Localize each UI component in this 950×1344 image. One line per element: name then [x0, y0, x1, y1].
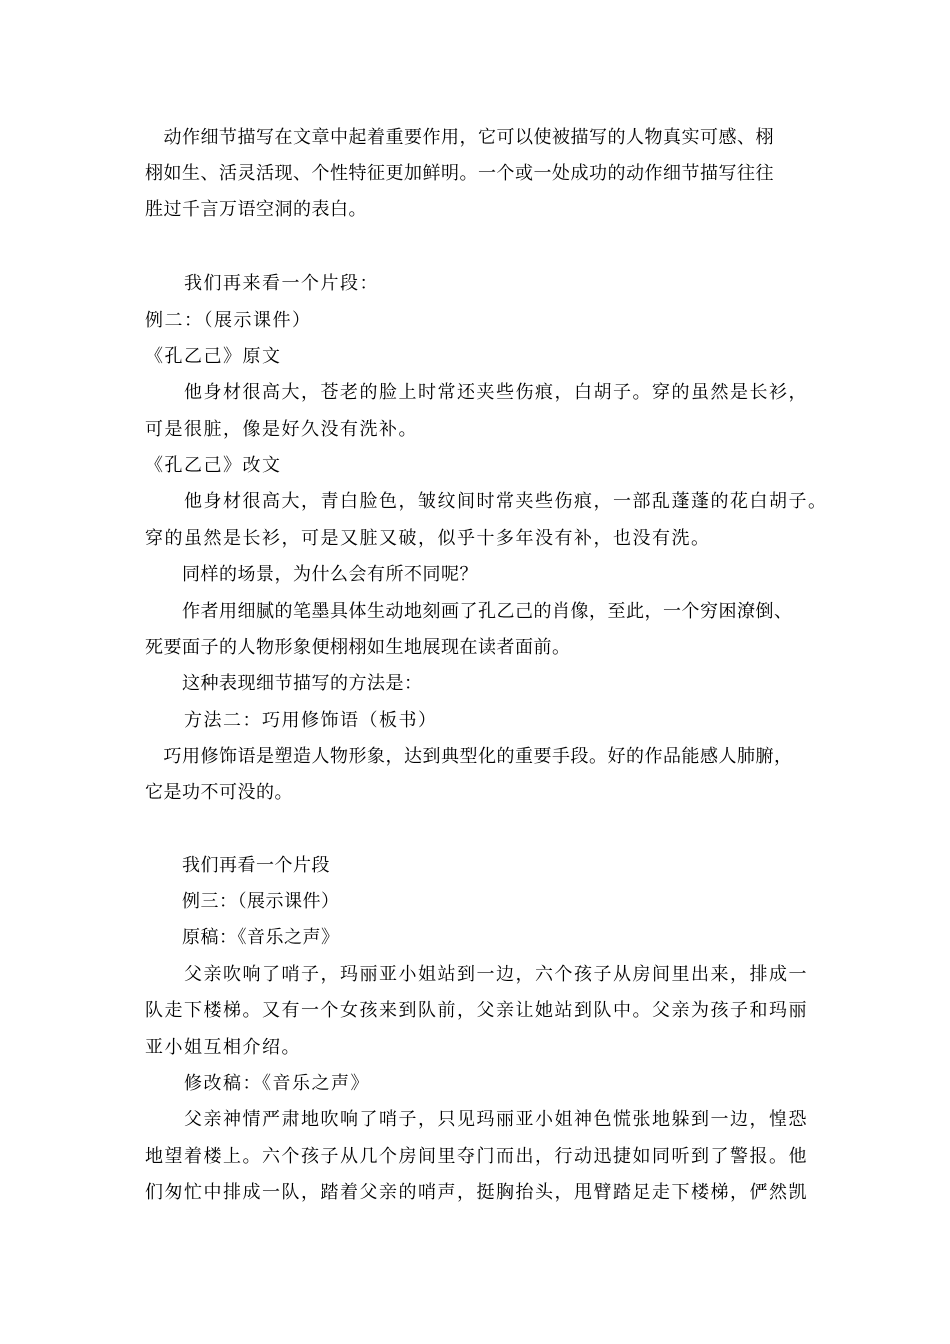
- text-line: 它是功不可没的。: [145, 782, 293, 803]
- text-line: 我们再来看一个片段：: [145, 273, 379, 294]
- text-line: 方法二：巧用修饰语（板书）: [145, 710, 438, 731]
- text-line: 他身材很高大，青白脸色，皱纹间时常夹些伤痕，一部乱蓬蓬的花白胡子。: [145, 491, 828, 512]
- text-line: 可是很脏，像是好久没有洗补。: [145, 419, 418, 440]
- text-line: 父亲神情严肃地吹响了哨子，只见玛丽亚小姐神色慌张地躲到一边，惶恐: [145, 1109, 808, 1130]
- text-line: 栩如生、活灵活现、个性特征更加鲜明。一个或一处成功的动作细节描写往往: [145, 163, 774, 184]
- text-line: 原稿：《音乐之声》: [145, 927, 340, 948]
- text-line: 亚小姐互相介绍。: [145, 1037, 301, 1058]
- text-line: 这种表现细节描写的方法是：: [145, 673, 423, 694]
- text-line: 修改稿：《音乐之声》: [145, 1073, 370, 1094]
- text-line: 胜过千言万语空洞的表白。: [145, 199, 367, 220]
- text-line: 们匆忙中排成一队，踏着父亲的哨声，挺胸抬头，甩臂踏足走下楼梯，俨然凯: [145, 1182, 808, 1203]
- text-line: 穿的虽然是长衫，可是又脏又破，似乎十多年没有补，也没有洗。: [145, 528, 711, 549]
- text-line: 《孔乙己》原文: [145, 346, 282, 367]
- text-line: 巧用修饰语是塑造人物形象，达到典型化的重要手段。好的作品能感人肺腑，: [145, 746, 793, 767]
- text-line: 《孔乙己》改文: [145, 455, 282, 476]
- text-line: 队走下楼梯。又有一个女孩来到队前，父亲让她站到队中。父亲为孩子和玛丽: [145, 1000, 808, 1021]
- text-line: 父亲吹响了哨子，玛丽亚小姐站到一边，六个孩子从房间里出来，排成一: [145, 964, 808, 985]
- text-line: 地望着楼上。六个孩子从几个房间里夺门而出，行动迅捷如同听到了警报。他: [145, 1146, 808, 1167]
- text-line: 同样的场景，为什么会有所不同呢？: [145, 564, 478, 585]
- text-line: 例三：（展示课件）: [145, 891, 340, 912]
- text-line: 例二：（展示课件）: [145, 310, 312, 331]
- text-line: 我们再看一个片段: [145, 855, 330, 876]
- text-line: 死要面子的人物形象便栩栩如生地展现在读者面前。: [145, 637, 571, 658]
- text-line: 他身材很高大，苍老的脸上时常还夹些伤痕，白胡子。穿的虽然是长衫，: [145, 382, 808, 403]
- text-line: 动作细节描写在文章中起着重要作用，它可以使被描写的人物真实可感、栩: [145, 127, 774, 148]
- text-line: 作者用细腻的笔墨具体生动地刻画了孔乙己的肖像，至此，一个穷困潦倒、: [145, 601, 793, 622]
